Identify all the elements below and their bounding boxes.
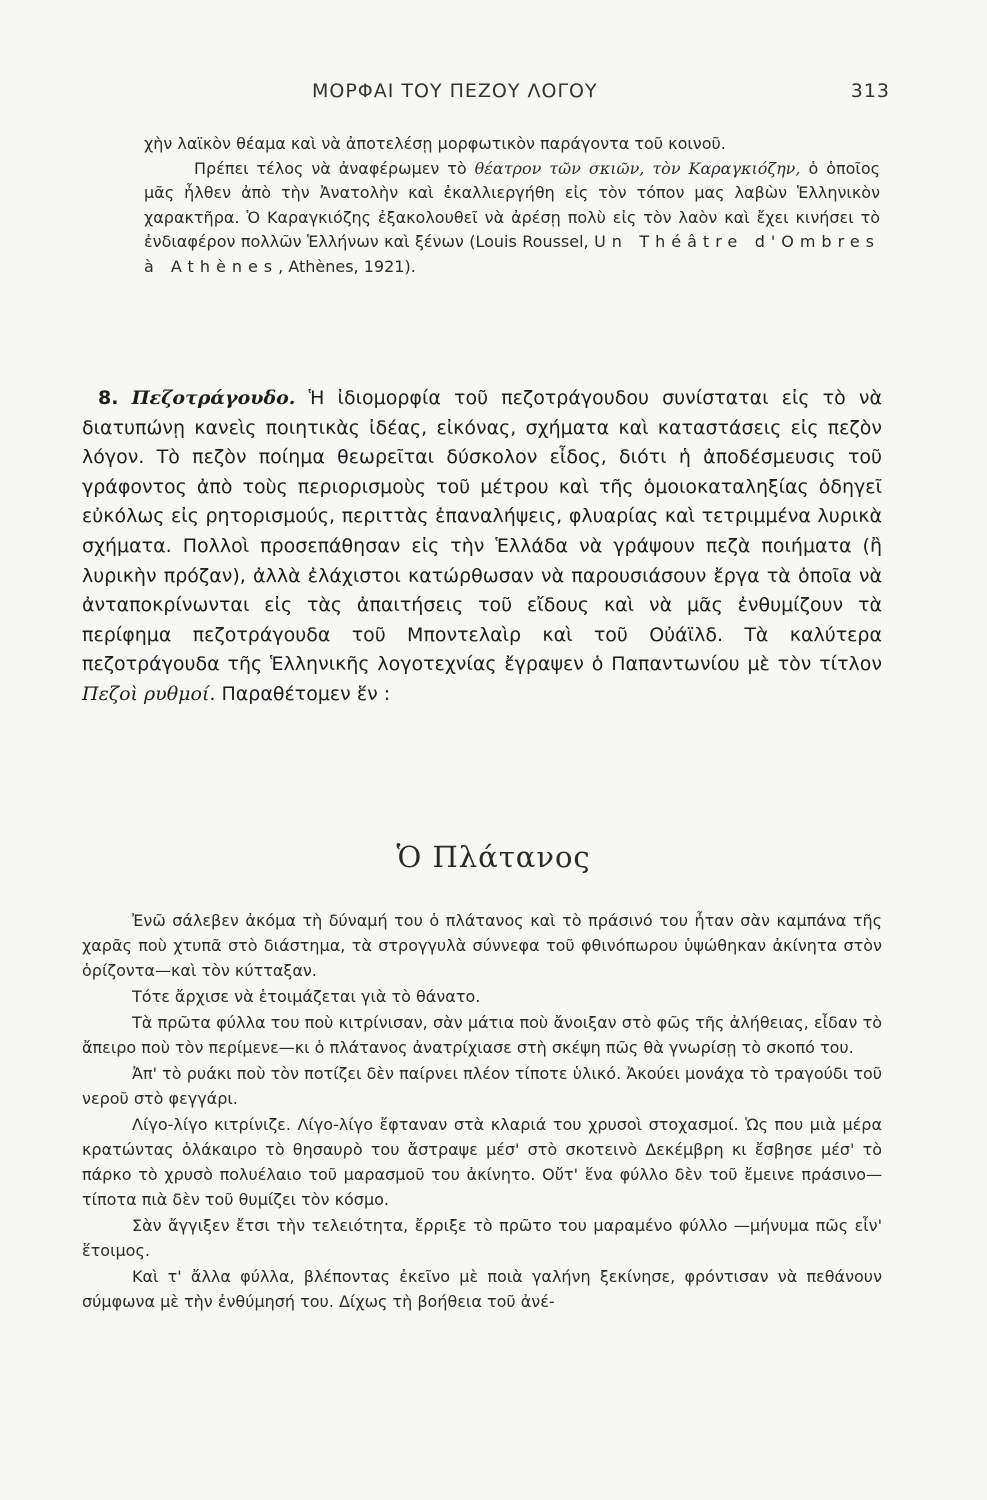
section-8	[82, 384, 882, 710]
poem-paragraph: Λίγο-λίγο κιτρίνιζε. Λίγο-λίγο ἔφταναν στὰ κλαριά του χρυσοὶ στοχασμοί. Ὡς που μιὰ μέρα κρατώντας ὁλάκαιρο τὸ θησαυρὸ του ἄστραψε μέσ' στὸ σκοτεινὸ Δεκέμβρη κι ἔσβησε μέσ' τὸ πάρκο τὸ χρυσὸ πολυέλαιο τοῦ μαρασμοῦ του ἀκίνητο. Οὔτ' ἕνα φύλλο δὲν τοῦ ἔμεινε πράσινο—τίποτα πιὰ δὲν τοῦ θυμίζει τὸν κόσμο.	[82, 1115, 882, 1209]
section-heading: Πεζοτράγουδο.	[131, 387, 296, 409]
poem-paragraph: Ἐνῶ σάλεβεν ἀκόμα τὴ δύναμή του ὁ πλάτανος καὶ τὸ πράσινό του ἦταν σὰν καμπάνα τῆς χαρᾶς ποὺ χτυπᾶ στὸ διάστημα, τὰ στρογγυλὰ σύννεφα τοῦ φθινόπωρου ὑψώθηκαν ἀκίνητα στὸν ὁρίζοντα—καὶ τὸν κύτταξαν.	[82, 911, 882, 980]
poem-paragraph: Καὶ τ' ἄλλα φύλλα, βλέποντας ἐκεῖνο μὲ ποιὰ γαλήνη ξεκίνησε, φρόντισαν νὰ πεθάνουν σύμφωνα μὲ τὴν ἐνθύμησή του. Δίχως τὴ βοήθεια τοῦ ἀνέ-	[82, 1267, 882, 1311]
poem-paragraph: Ἀπ' τὸ ρυάκι ποὺ τὸν ποτίζει δὲν παίρνει πλέον τίποτε ὑλικό. Ἀκούει μονάχα τὸ τραγούδι τοῦ νεροῦ στὸ φεγγάρι.	[82, 1064, 882, 1108]
section-text-end: . Παραθέτομεν ἕν :	[209, 682, 391, 705]
running-head-title: ΜΟΡΦΑΙ ΤΟΥ ΠΕΖΟΥ ΛΟΓΟΥ	[312, 80, 598, 102]
section-text: Ἡ ἰδιομορφία τοῦ πεζοτράγουδου συνίσταται εἰς τὸ νὰ διατυπώνῃ κανεὶς ποιητικὰς ἰδέας, εἰκόνας, σχήματα καὶ καταστάσεις εἰς πεζὸν λόγον. Τὸ πεζὸν ποίημα θεωρεῖται δύσκολον εἶδος, διότι ἡ ἀποδέσμευσις τοῦ γράφοντος ἀπὸ τοὺς περιορισμοὺς τοῦ μέτρου καὶ τῆς ὁμοιοκαταληξίας ὁδηγεῖ εὐκόλως εἰς ρητορισμούς, περιττὰς ἐπαναλήψεις, φλυαρίας καὶ τετριμμένα λυρικὰ σχήματα. Πολλοὶ προσεπάθησαν εἰς τὴν Ἑλλάδα νὰ γράψουν πεζὰ ποιήματα (ἢ λυρικὴν πρόζαν), ἀλλὰ ἐλάχιστοι κατώρθωσαν νὰ παρουσιάσουν ἔργα τὰ ὁποῖα νὰ ἀνταποκρίνωνται εἰς τὰς ἀπαιτήσεις τοῦ εἴδους καὶ νὰ μᾶς ἐνθυμίζουν τὰ περίφημα πεζοτράγουδα τοῦ Μποντελαὶρ καὶ τοῦ Οὐάϊλδ. Τὰ καλύτερα πεζοτράγουδα τῆς Ἑλληνικῆς λογοτεχνίας ἔγραψεν ὁ Παπαντωνίου μὲ τὸν τίτλον	[82, 387, 882, 676]
running-head	[82, 80, 890, 110]
text-segment: , Athènes, 1921).	[278, 256, 416, 276]
paragraph-continuation: χὴν λαϊκὸν θέαμα καὶ νὰ ἀποτελέσῃ μορφωτικὸν παράγοντα τοῦ κοινοῦ.	[144, 134, 726, 153]
top-section	[144, 132, 880, 280]
italic-phrase: θέατρον τῶν σκιῶν, τὸν Καραγκιόζην,	[474, 158, 801, 178]
text-segment: Πρέπει τέλος νὰ ἀναφέρωμεν τὸ	[194, 158, 467, 178]
spaced-title: Un Théâtre d'Ombres à Athènes	[144, 232, 880, 276]
poem-body	[82, 908, 882, 1315]
page-number: 313	[850, 80, 890, 102]
poem-title: Ὁ Πλάτανος	[396, 840, 591, 874]
paragraph-karagiozis	[144, 157, 880, 280]
section-number: 8.	[98, 387, 119, 409]
poem-paragraph: Σὰν ἄγγιξεν ἔτσι τὴν τελειότητα, ἔρριξε τὸ πρῶτο του μαραμένο φύλλο —μήνυμα πῶς εἶν' ἕτοιμος.	[82, 1216, 882, 1260]
section-8-paragraph	[82, 384, 882, 710]
poem-paragraph: Τὰ πρῶτα φύλλα του ποὺ κιτρίνισαν, σὰν μάτια ποὺ ἄνοιξαν στὸ φῶς τῆς ἀλήθειας, εἶδαν τὸ ἄπειρο ποὺ τὸν περίμενε—κι ὁ πλάτανος ἀνατρίχιασε στὴ σκέψη πῶς θὰ γνωρίσῃ τὸ σκοπό του.	[82, 1013, 882, 1057]
text-segment: ὁ ὁποῖος μᾶς ἦλθεν ἀπὸ τὴν Ἀνατολὴν καὶ ἐκαλλιεργήθη εἰς τὸν τόπον μας λαβὼν Ἑλληνικὸν χαρακτῆρα. Ὁ Καραγκιόζης ἐξακολουθεῖ νὰ ἀρέσῃ πολὺ εἰς τὸν λαὸν καὶ ἔχει κινήσει τὸ ἐνδιαφέρον πολλῶν Ἑλλήνων καὶ ξένων (Louis Roussel,	[144, 158, 880, 252]
poem-paragraph: Τότε ἄρχισε νὰ ἑτοιμάζεται γιὰ τὸ θάνατο.	[132, 987, 481, 1006]
italic-book-title: Πεζοὶ ρυθμοί	[82, 682, 210, 705]
